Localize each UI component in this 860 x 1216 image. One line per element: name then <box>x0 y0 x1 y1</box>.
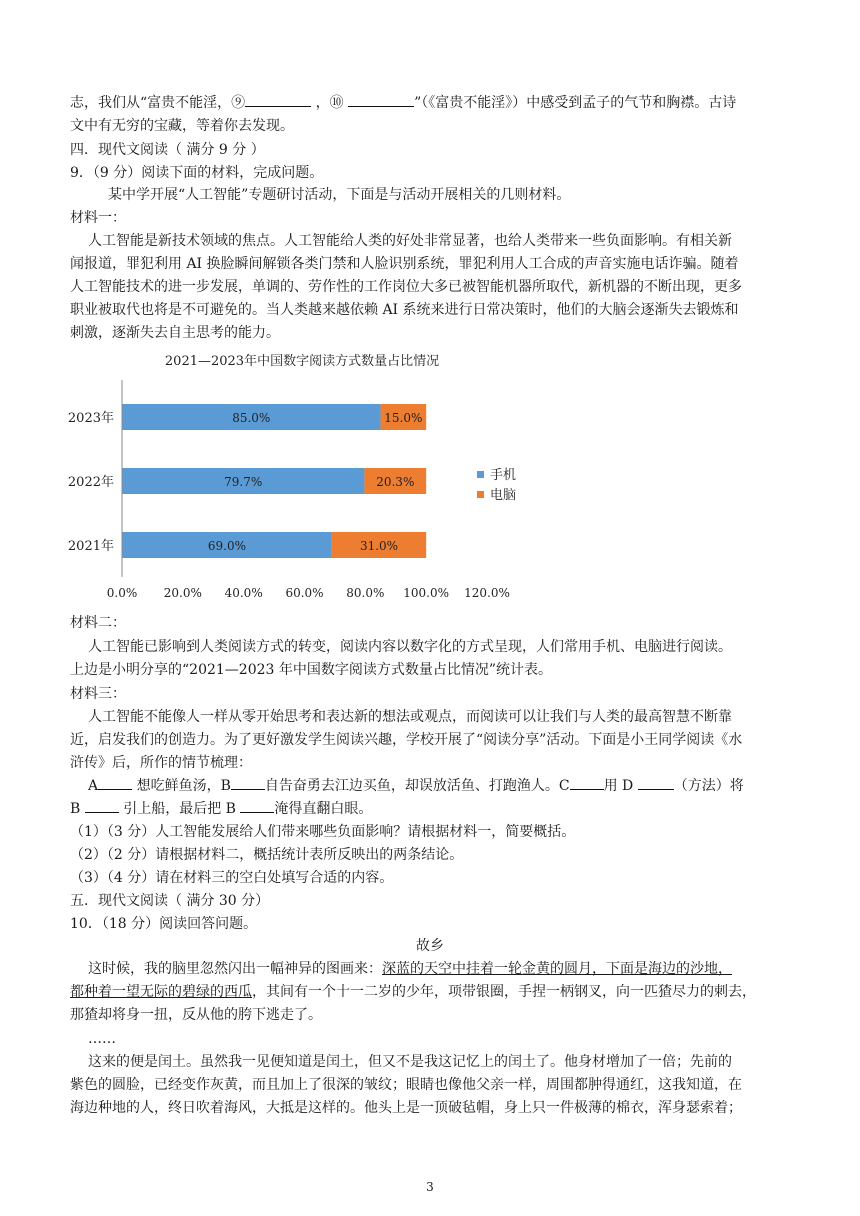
text-segment: 自告奋勇去江边买鱼，却误放活鱼、打跑渔人。C <box>264 778 570 794</box>
sub-question: （2）（2 分）请根据材料二，概括统计表所反映出的两条结论。 <box>70 847 464 863</box>
text-line: 某中学开展“人工智能”专题研讨活动，下面是与活动开展相关的几则材料。 <box>108 187 571 203</box>
text-line: 那猹却将身一扭，反从他的胯下逃走了。 <box>70 1007 322 1023</box>
data-label: 85.0% <box>232 411 271 425</box>
passage-title: 故乡 <box>416 938 444 954</box>
legend-swatch <box>477 491 484 498</box>
section-heading: 四．现代文阅读（ 满分 9 分 ） <box>70 142 265 158</box>
text-line: 人工智能已影响到人类阅读方式的转变，阅读内容以数字化的方式呈现，人们常用手机、电脑进行阅读。 <box>88 639 732 655</box>
stacked-bar-chart <box>62 340 542 615</box>
text-segment: 淹得直翻白眼。 <box>274 801 373 817</box>
text-line: 文中有无穷的宝藏，等着你去发现。 <box>70 118 294 134</box>
text-segment: 想吃鲜鱼汤，B <box>136 778 231 794</box>
fill-blank <box>240 798 274 813</box>
material-label: 材料一： <box>70 210 126 226</box>
text-line: 人工智能技术的进一步发展，单调的、劳作性的工作岗位大多已被智能机器所取代，新机器的不断出现，更多 <box>70 279 742 295</box>
data-label: 15.0% <box>384 411 423 425</box>
text-line <box>70 798 372 820</box>
sub-question: （3）（4 分）请在材料三的空白处填写合适的内容。 <box>70 870 394 886</box>
text-segment: （方法）将 <box>673 778 744 794</box>
x-tick-label: 40.0% <box>224 586 263 600</box>
text-line <box>70 92 736 114</box>
data-label: 69.0% <box>207 539 246 553</box>
text-segment: 这时候，我的脑里忽然闪出一幅神异的图画来： <box>88 961 382 977</box>
text-line: 上边是小明分享的“2021—2023 年中国数字阅读方式数量占比情况”统计表。 <box>70 662 553 678</box>
text-line: 这来的便是闰土。虽然我一见便知道是闰土，但又不是我这记忆上的闰土了。他身材增加了一倍；先前的 <box>88 1054 732 1070</box>
chart-title: 2021—2023年中国数字阅读方式数量占比情况 <box>164 354 440 369</box>
x-tick-label: 20.0% <box>163 586 202 600</box>
fill-blank <box>98 775 132 790</box>
text-segment: ，其间有一个十一二岁的少年，项带银圈，手捏一柄钢叉，向一匹猹尽力的刺去， <box>252 984 756 1000</box>
category-label: 2022年 <box>67 475 114 490</box>
text-segment: 志，我们从“富贵不能淫，⑨ <box>70 95 246 111</box>
text-segment: 用 D <box>603 778 634 794</box>
page-number: 3 <box>426 1180 434 1194</box>
text-segment: B <box>70 801 81 817</box>
underlined-text: 深蓝的天空中挂着一轮金黄的圆月，下面是海边的沙地， <box>382 961 732 977</box>
category-label: 2023年 <box>67 411 114 426</box>
material-label: 材料三： <box>70 686 126 702</box>
fill-blank <box>85 798 119 813</box>
text-line: 海边种地的人，终日吹着海风，大抵是这样的。他头上是一顶破毡帽，身上只一件极薄的棉衣，浑身瑟索着； <box>70 1100 742 1116</box>
text-line: 闻报道，罪犯利用 AI 换脸瞬间解锁各类门禁和人脸识别系统，罪犯利用人工合成的声音实施电话诈骗。随着 <box>70 256 739 272</box>
text-line <box>70 981 756 1003</box>
legend-swatch <box>477 471 484 478</box>
text-line <box>88 958 732 980</box>
question-heading: 10．（18 分）阅读回答问题。 <box>70 916 258 932</box>
underlined-text: 都种着一望无际的碧绿的西瓜 <box>70 984 252 1000</box>
x-tick-label: 120.0% <box>464 586 510 600</box>
fill-blank <box>231 775 265 790</box>
x-tick-label: 80.0% <box>346 586 385 600</box>
text-line: 人工智能是新技术领域的焦点。人工智能给人类的好处非常显著，也给人类带来一些负面影响。有相关新 <box>88 233 732 249</box>
text-segment: ”（《富贵不能淫》）中感受到孟子的气节和胸襟。古诗 <box>414 95 737 111</box>
text-segment: ，⑩ <box>315 95 344 111</box>
sub-question: （1）（3 分）人工智能发展给人们带来哪些负面影响？请根据材料一，简要概括。 <box>70 824 576 840</box>
text-line: 人工智能不能像人一样从零开始思考和表达新的想法或观点，而阅读可以让我们与人类的最高智慧不断靠 <box>88 709 732 725</box>
text-line: 近，启发我们的创造力。为了更好激发学生阅读兴趣，学校开展了“阅读分享”活动。下面是小王同学阅读《水 <box>70 732 743 748</box>
fill-blank <box>638 775 674 790</box>
category-label: 2021年 <box>67 539 114 554</box>
text-line: 刺激，逐渐失去自主思考的能力。 <box>70 325 280 341</box>
legend-label: 电脑 <box>490 488 517 503</box>
x-tick-label: 100.0% <box>403 586 450 600</box>
x-tick-label: 0.0% <box>106 586 138 600</box>
text-line: 紫色的圆脸，已经变作灰黄，而且加上了很深的皱纹；眼睛也像他父亲一样，周围都肿得通红，这我知道，在 <box>70 1077 742 1093</box>
text-segment: 引上船，最后把 B <box>123 801 236 817</box>
x-tick-label: 60.0% <box>285 586 324 600</box>
text-line: 浒传》后，所作的情节梳理： <box>70 755 252 771</box>
text-segment: A <box>88 778 99 794</box>
legend-label: 手机 <box>490 468 517 483</box>
fill-blank <box>570 775 604 790</box>
ellipsis-line: …… <box>88 1031 116 1047</box>
question-heading: 9．（9 分）阅读下面的材料，完成问题。 <box>70 165 324 181</box>
section-heading: 五．现代文阅读（ 满分 30 分） <box>70 893 270 909</box>
data-label: 20.3% <box>376 475 415 489</box>
fill-blank <box>348 92 414 107</box>
data-label: 31.0% <box>359 539 399 553</box>
fill-blank <box>245 92 311 107</box>
text-line: 职业被取代也将是不可避免的。当人类越来越依赖 AI 系统来进行日常决策时，他们的大脑会逐渐失去锻炼和 <box>70 302 739 318</box>
data-label: 79.7% <box>224 475 263 489</box>
text-line <box>88 775 744 797</box>
material-label: 材料二： <box>70 615 126 631</box>
